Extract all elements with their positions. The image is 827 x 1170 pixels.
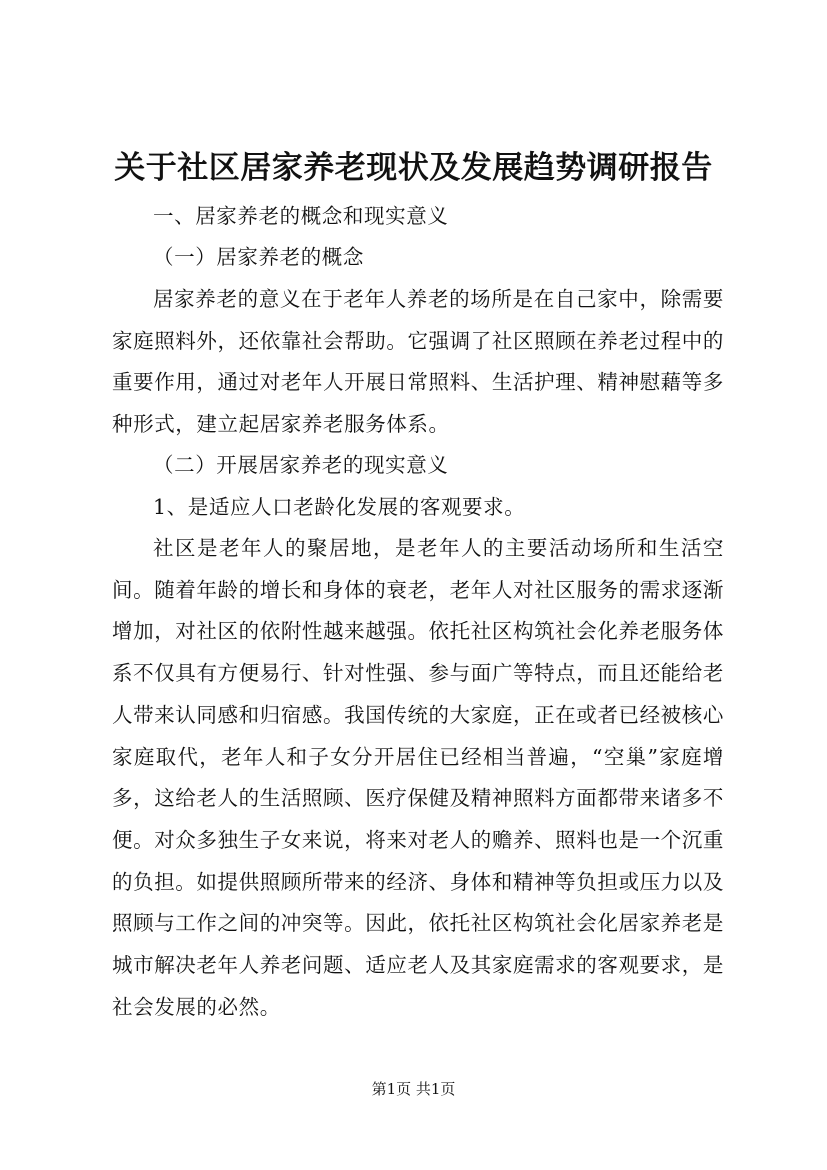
paragraph-significance: 社区是老年人的聚居地，是老年人的主要活动场所和生活空间。随着年龄的增长和身体的衰老，老年人对社区服务的需求逐渐增加，对社区的依附性越来越强。依托社区构筑社会化养老服务体系不仅具有方便易行、针对性强、参与面广等特点，而且还能给老人带来认同感和归宿感。我国传统的大家庭，正在或者已经被核心家庭取代，老年人和子女分开居住已经相当普遍，“空巢”家庭增多，这给老人的生活照顾、医疗保健及精神照料方面都带来诸多不便。对众多独生子女来说，将来对老人的赡养、照料也是一个沉重的负担。如提供照顾所带来的经济、身体和精神等负担或压力以及照顾与工作之间的冲突等。因此，依托社区构筑社会化居家养老是城市解决老年人养老问题、适应老人及其家庭需求的客观要求，是社会发展的必然。 [112,536,724,1019]
document-title: 关于社区居家养老现状及发展趋势调研报告 [114,150,713,186]
page-footer: 第1页 共1页 [371,1080,456,1098]
subsection-heading-significance: （二）开展居家养老的现实意义 [153,453,449,477]
point-heading-1: 1、是适应人口老龄化发展的客观要求。 [153,495,526,519]
subsection-heading-concept: （一）居家养老的概念 [153,245,364,269]
paragraph-concept: 居家养老的意义在于老年人养老的场所是在自己家中，除需要家庭照料外，还依靠社会帮助。它强调了社区照顾在养老过程中的重要作用，通过对老年人开展日常照料、生活护理、精神慰藉等多种形式，建立起居家养老服务体系。 [112,287,724,437]
section-heading-1: 一、居家养老的概念和现实意义 [153,204,449,228]
